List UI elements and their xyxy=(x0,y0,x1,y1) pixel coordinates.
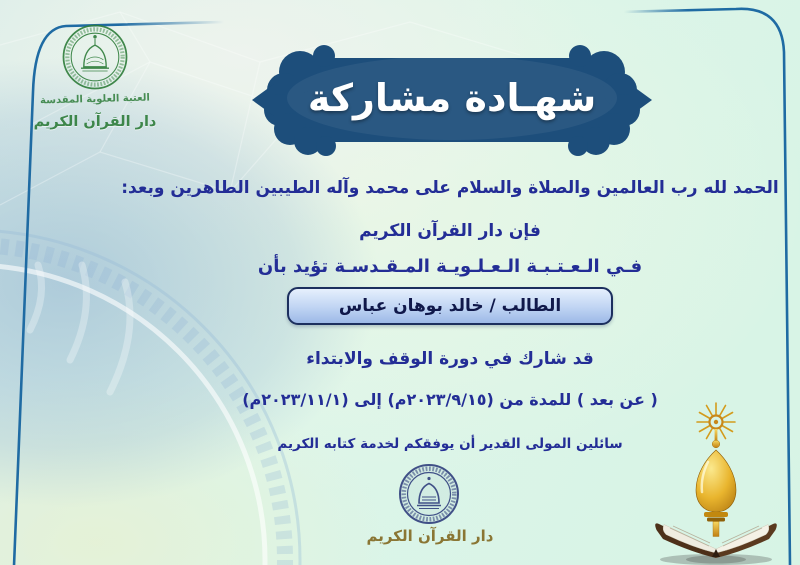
org-line: فإن دار القرآن الكريم xyxy=(359,221,541,241)
period-line: ( عن بعد ) للمدة من (٢٠٢٣/٩/١٥م) إلى (٢٠٢٣/١١/١م) xyxy=(242,390,658,409)
footer-org-name: دار القرآن الكريم xyxy=(366,527,494,545)
praise-line: الحمد لله رب العالمين والصلاة والسلام على محمد وآله الطيبين الطاهرين وبعد: xyxy=(121,178,779,198)
attest-line: فـي الـعـتـبـة الـعـلـويـة المـقـدسـة تؤيد بأن xyxy=(257,256,643,277)
student-name: الطالب / خالد بوهان عباس xyxy=(338,296,562,316)
student-name-box xyxy=(287,287,613,325)
prayer-line: سائلين المولى القدير أن يوفقكم لخدمة كتابه الكريم xyxy=(277,436,623,452)
shrine-logo-text: العتبة العلوية المقدسة xyxy=(39,92,151,107)
quran-dome-icon xyxy=(639,400,794,565)
participation-line: قد شارك في دورة الوقف والابتداء xyxy=(306,349,594,369)
logo-org-name: دار القرآن الكريم xyxy=(33,113,157,130)
official-seal-icon xyxy=(397,462,461,526)
certificate-title: شهـادة مشاركة xyxy=(307,76,597,120)
